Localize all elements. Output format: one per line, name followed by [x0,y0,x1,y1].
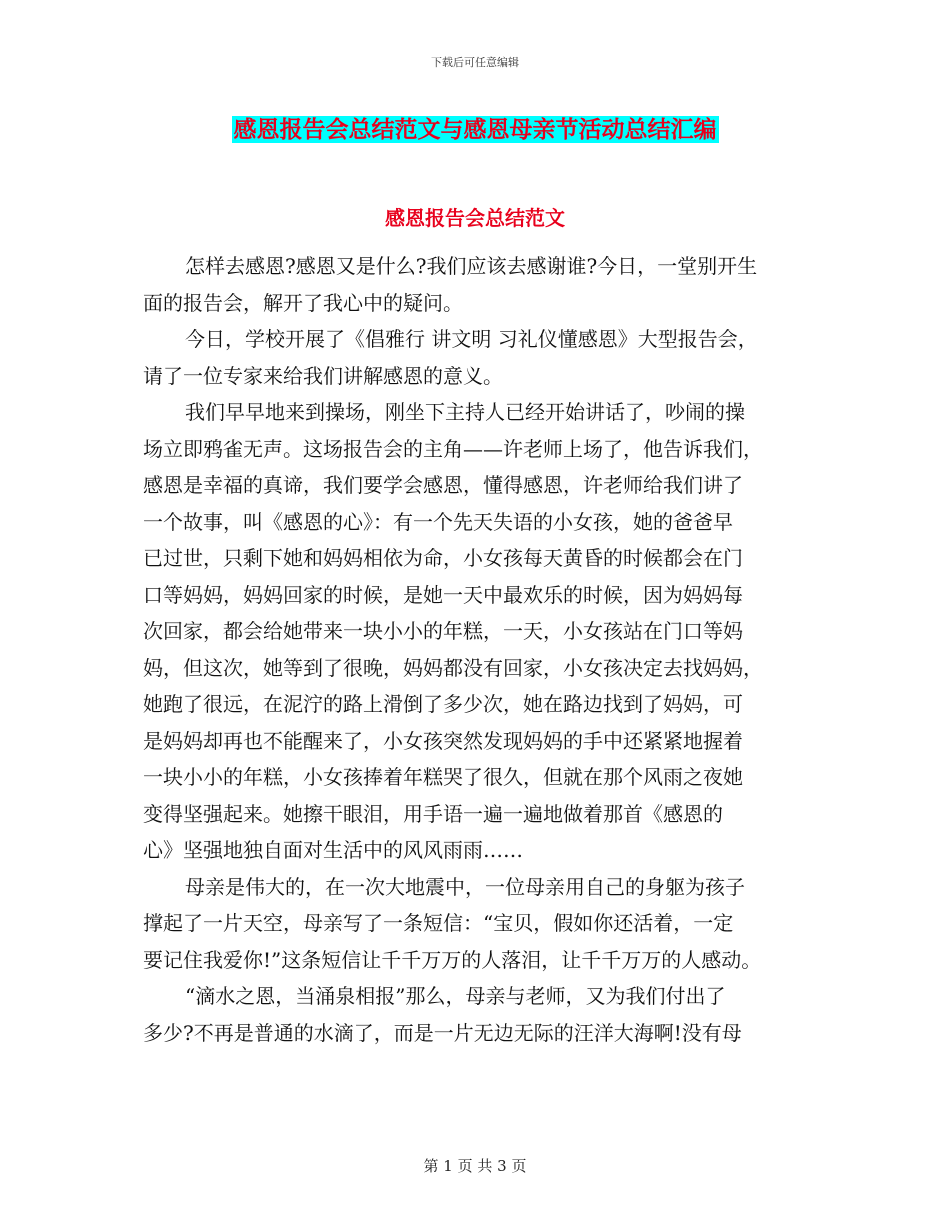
paragraph-line: 怎样去感恩?感恩又是什么?我们应该去感谢谁?今日，一堂别开生 [185,254,758,278]
paragraph-line: 母亲是伟大的，在一次大地震中，一位母亲用自己的身躯为孩子 [185,874,745,899]
paragraph-line: 要记住我爱你!”这条短信让千千万万的人落泪，让千千万万的人感动。 [143,947,762,972]
body-text [143,248,823,1051]
paragraph-line: 心》坚强地独自面对生活中的风风雨雨…… [143,838,523,862]
paragraph-line: 场立即鸦雀无声。这场报告会的主角——许老师上场了，他告诉我们， [143,436,763,461]
page-footer: 第 1 页 共 3 页 [423,1157,527,1175]
document-title-text: 感恩报告会总结范文与感恩母亲节活动总结汇编 [233,116,717,143]
paragraph-line: 一块小小的年糕，小女孩捧着年糕哭了很久，但就在那个风雨之夜她 [143,765,743,789]
paragraph-line: 撑起了一片天空，母亲写了一条短信：“宝贝，假如你还活着，一定 [143,911,734,935]
paragraph-line: 一个故事，叫《感恩的心》：有一个先天失语的小女孩，她的爸爸早 [143,509,733,534]
paragraph-line: 今日，学校开展了《倡雅行 讲文明 习礼仪懂感恩》大型报告会， [185,327,758,351]
paragraph-line: 口等妈妈，妈妈回家的时候，是她一天中最欢乐的时候，因为妈妈每 [143,582,743,607]
paragraph-line: 感恩是幸福的真谛，我们要学会感恩，懂得感恩，许老师给我们讲了 [143,473,743,497]
paragraph-line: 妈，但这次，她等到了很晚，妈妈都没有回家，小女孩决定去找妈妈， [143,655,763,680]
document-title [0,114,950,146]
paragraph-line: 面的报告会，解开了我心中的疑问。 [143,290,463,315]
paragraph-line: 多少?不再是普通的水滴了，而是一片无边无际的汪洋大海啊!没有母 [143,1020,742,1045]
paragraph-line: 我们早早地来到操场，刚坐下主持人已经开始讲话了，吵闹的操 [185,400,745,424]
paragraph-line: 已过世，只剩下她和妈妈相依为命，小女孩每天黄昏的时候都会在门 [143,546,743,570]
paragraph-line: 是妈妈却再也不能醒来了，小女孩突然发现妈妈的手中还紧紧地握着 [143,728,743,753]
paragraph-line: 她跑了很远，在泥泞的路上滑倒了多少次，她在路边找到了妈妈，可 [143,692,743,716]
paragraph-line: 请了一位专家来给我们讲解感恩的意义。 [143,363,503,388]
section-title: 感恩报告会总结范文 [385,206,565,230]
paragraph-line: 变得坚强起来。她擦干眼泪，用手语一遍一遍地做着那首《感恩的 [143,801,723,826]
paragraph-line: 次回家，都会给她带来一块小小的年糕，一天，小女孩站在门口等妈 [143,619,743,643]
paragraph-line: “滴水之恩，当涌泉相报”那么，母亲与老师，又为我们付出了 [185,984,726,1008]
header-note: 下载后可任意编辑 [431,56,519,69]
